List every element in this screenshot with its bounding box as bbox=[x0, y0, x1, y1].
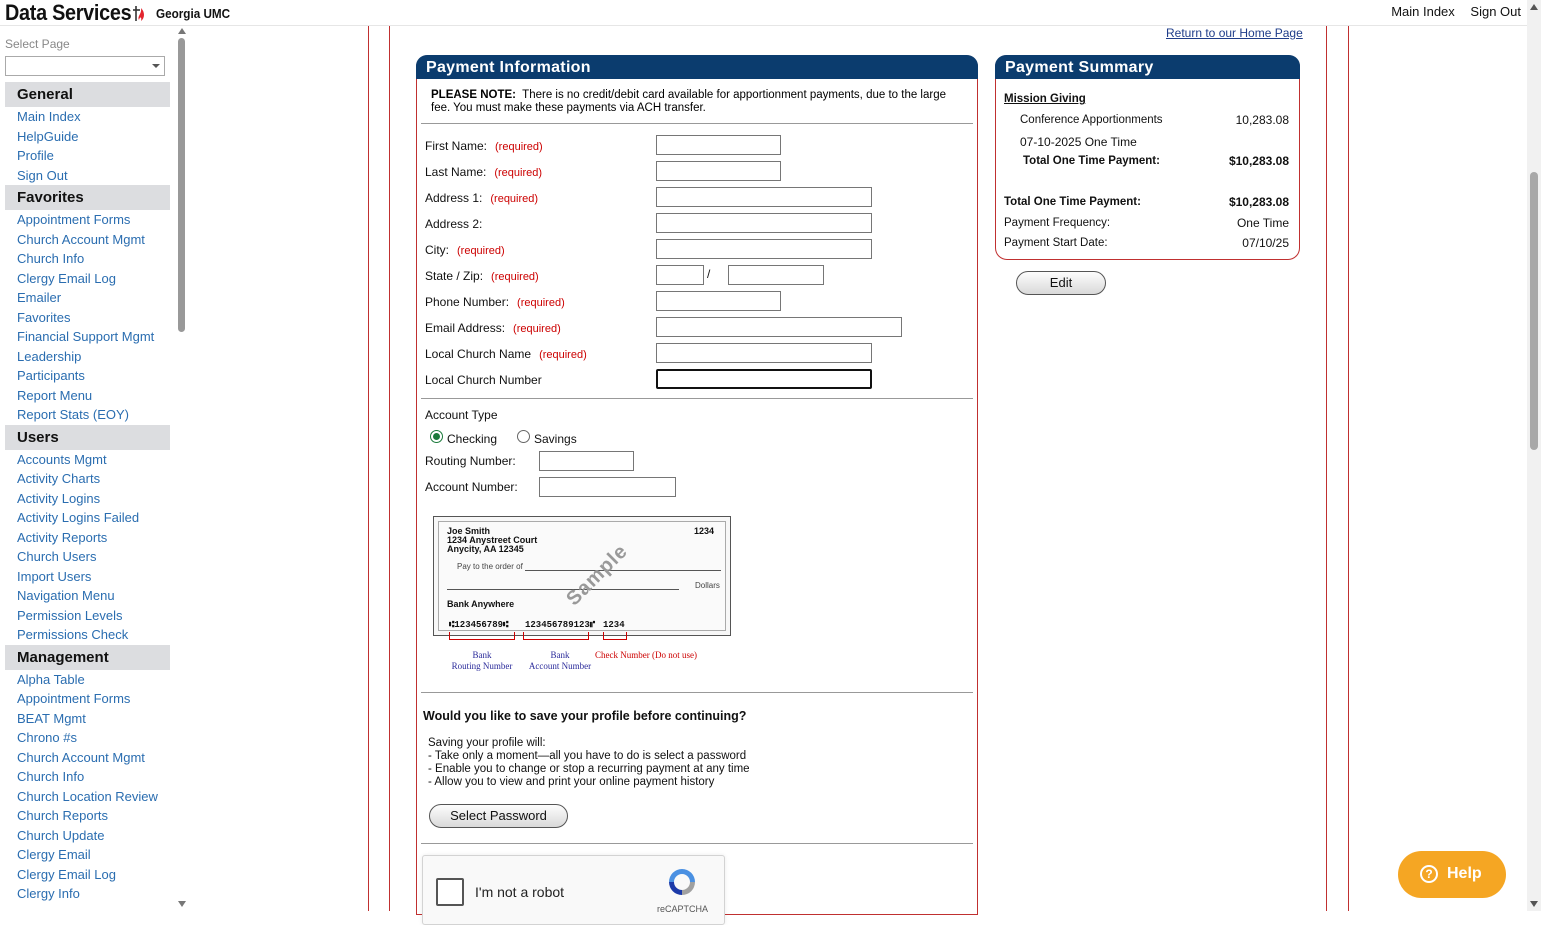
account-type-label: Account Type bbox=[425, 408, 498, 422]
save-point: - Enable you to change or stop a recurring payment at any time bbox=[428, 763, 750, 775]
note-text: There is no credit/debit card available for apportionment payments, due to the large fee. You must make these payments via ACH transfer. bbox=[431, 89, 946, 114]
sidebar-item-favorites[interactable]: Favorites bbox=[17, 309, 71, 325]
summary-schedule: 07-10-2025 One Time bbox=[1020, 135, 1137, 149]
sidebar-item-clergy-email-log[interactable]: Clergy Email Log bbox=[17, 270, 116, 286]
required-tag: (required) bbox=[490, 193, 539, 205]
email-input[interactable] bbox=[656, 317, 902, 337]
check-micr-account: 123456789123⑈ bbox=[525, 620, 596, 630]
sidebar-item-clergy-email-log[interactable]: Clergy Email Log bbox=[17, 866, 116, 882]
summary-subtotal-amount: $10,283.08 bbox=[1228, 154, 1289, 168]
check-micr-check: 1234 bbox=[603, 620, 625, 630]
sidebar-item-church-info[interactable]: Church Info bbox=[17, 769, 85, 784]
summary-line-item: Conference Apportionments bbox=[1020, 114, 1163, 126]
sidebar-item-financial-support-mgmt[interactable]: Financial Support Mgmt bbox=[17, 329, 155, 344]
select-password-button[interactable] bbox=[429, 804, 568, 828]
page-scroll-thumb[interactable] bbox=[1530, 172, 1538, 450]
required-tag: (required) bbox=[457, 245, 505, 257]
cross-flame-logo-icon bbox=[133, 4, 147, 22]
help-button[interactable] bbox=[1398, 851, 1506, 898]
page-scrollbar[interactable] bbox=[1527, 0, 1541, 911]
summary-subtotal-label: Total One Time Payment: bbox=[1023, 155, 1160, 167]
email-label bbox=[425, 321, 561, 335]
first-name-input[interactable] bbox=[656, 135, 781, 155]
first-name-label bbox=[425, 139, 543, 153]
scroll-down-icon[interactable] bbox=[1530, 901, 1538, 907]
address2-label: Address 2: bbox=[425, 217, 483, 231]
question-icon: ? bbox=[1420, 865, 1438, 883]
sidebar-item-emailer[interactable]: Emailer bbox=[17, 290, 62, 305]
select-page-dropdown[interactable] bbox=[5, 56, 165, 76]
phone-label-text: Phone Number: bbox=[425, 295, 510, 309]
state-zip-label-text: State / Zip: bbox=[425, 269, 484, 283]
city-input[interactable] bbox=[656, 239, 872, 259]
last-name-label bbox=[425, 165, 542, 179]
edit-button[interactable] bbox=[1016, 271, 1106, 295]
sidebar-section-favorites: Favorites bbox=[5, 185, 170, 210]
last-name-input[interactable] bbox=[656, 161, 781, 181]
save-point: - Take only a moment—all you have to do is select a password bbox=[428, 750, 747, 762]
check-amount-line bbox=[447, 589, 679, 590]
sidebar-section-general: General bbox=[5, 82, 170, 107]
sidebar-item-import-users[interactable]: Import Users bbox=[17, 568, 92, 584]
check-street: 1234 Anystreet Court bbox=[447, 535, 538, 545]
select-password-label: Select Password bbox=[450, 808, 547, 823]
divider bbox=[421, 843, 973, 844]
required-tag: (required) bbox=[539, 349, 587, 361]
sidebar-item-navigation-menu[interactable]: Navigation Menu bbox=[17, 588, 115, 603]
recaptcha-checkbox[interactable] bbox=[436, 878, 464, 906]
sidebar-item-church-account-mgmt[interactable]: Church Account Mgmt bbox=[17, 231, 145, 247]
sidebar-item-alpha-table[interactable]: Alpha Table bbox=[17, 671, 85, 687]
state-input[interactable] bbox=[656, 265, 704, 285]
required-tag: (required) bbox=[495, 141, 543, 153]
sidebar-item-main-index[interactable]: Main Index bbox=[17, 109, 81, 124]
scroll-up-icon[interactable] bbox=[178, 28, 186, 34]
checking-radio[interactable] bbox=[430, 430, 443, 443]
payment-information-title: Payment Information bbox=[416, 55, 978, 79]
edit-label: Edit bbox=[1049, 275, 1073, 290]
help-label: Help bbox=[1447, 865, 1482, 882]
recaptcha-widget bbox=[422, 855, 725, 925]
sidebar-item-appointment-forms[interactable]: Appointment Forms bbox=[17, 691, 131, 706]
brand-title: Data Services bbox=[5, 0, 132, 25]
state-zip-label bbox=[425, 269, 539, 283]
sidebar-item-church-users[interactable]: Church Users bbox=[17, 549, 97, 564]
summary-total-label: Total One Time Payment: bbox=[1004, 196, 1141, 208]
sidebar-item-church-location-review[interactable]: Church Location Review bbox=[17, 788, 158, 804]
check-pay-to: Pay to the order of bbox=[457, 562, 523, 571]
check-city: Anycity, AA 12345 bbox=[447, 544, 524, 554]
church-number-label: Local Church Number bbox=[425, 373, 542, 387]
sidebar-nav bbox=[5, 82, 170, 904]
top-bar bbox=[0, 0, 1527, 26]
summary-line-amount: 10,283.08 bbox=[1235, 113, 1289, 127]
required-tag: (required) bbox=[513, 323, 561, 335]
sidebar-section-management: Management bbox=[5, 645, 170, 670]
account-number-label: Account Number: bbox=[425, 480, 518, 494]
save-intro: Saving your profile will: bbox=[428, 737, 546, 749]
save-profile-info bbox=[428, 737, 750, 789]
caption-routing: Bank Routing Number bbox=[451, 650, 513, 671]
church-number-input[interactable] bbox=[656, 369, 872, 389]
sidebar-item-leadership[interactable]: Leadership bbox=[17, 348, 82, 364]
check-sample-watermark: Sample bbox=[562, 540, 633, 611]
city-label bbox=[425, 243, 505, 257]
sidebar-item-report-stats-eoy[interactable]: Report Stats (EOY) bbox=[17, 407, 129, 422]
sidebar-item-clergy-info[interactable]: Clergy Info bbox=[17, 886, 80, 901]
first-name-label-text: First Name: bbox=[425, 139, 488, 153]
payment-summary-title: Payment Summary bbox=[995, 55, 1300, 79]
sidebar-item-report-menu[interactable]: Report Menu bbox=[17, 387, 93, 403]
sidebar-item-activity-logins[interactable]: Activity Logins bbox=[17, 490, 101, 506]
sample-check-image bbox=[433, 516, 731, 636]
checking-label[interactable]: Checking bbox=[447, 432, 498, 446]
check-bank: Bank Anywhere bbox=[447, 599, 515, 609]
check-number: 1234 bbox=[694, 526, 715, 536]
account-number-input[interactable] bbox=[539, 477, 676, 497]
chevron-down-icon bbox=[152, 64, 160, 68]
return-home-link[interactable]: Return to our Home Page bbox=[1166, 26, 1303, 40]
sidebar-item-appointment-forms[interactable]: Appointment Forms bbox=[17, 212, 131, 227]
check-body bbox=[438, 521, 726, 631]
sidebar-item-sign-out[interactable]: Sign Out bbox=[17, 167, 68, 183]
caption-account: Bank Account Number bbox=[528, 650, 592, 671]
sidebar-item-activity-logins-failed[interactable]: Activity Logins Failed bbox=[17, 510, 140, 525]
sidebar-item-church-reports[interactable]: Church Reports bbox=[17, 808, 109, 823]
top-link-main-index[interactable]: Main Index bbox=[1391, 4, 1455, 19]
phone-label bbox=[425, 295, 565, 309]
sidebar-scrollbar[interactable] bbox=[176, 26, 188, 911]
sidebar-item-helpguide[interactable]: HelpGuide bbox=[17, 128, 79, 144]
summary-start-value: 07/10/25 bbox=[1242, 236, 1289, 250]
sidebar-item-participants[interactable]: Participants bbox=[17, 368, 85, 383]
sidebar-item-chrono-s[interactable]: Chrono #s bbox=[17, 730, 77, 745]
routing-number-input[interactable] bbox=[539, 451, 634, 471]
sidebar-section-users: Users bbox=[5, 425, 170, 450]
sidebar-item-permission-levels[interactable]: Permission Levels bbox=[17, 607, 123, 623]
zip-separator: / bbox=[707, 267, 711, 281]
sidebar-item-activity-charts[interactable]: Activity Charts bbox=[17, 471, 101, 486]
church-name-input[interactable] bbox=[656, 343, 872, 363]
sidebar-item-activity-reports[interactable]: Activity Reports bbox=[17, 529, 108, 545]
address2-input[interactable] bbox=[656, 213, 872, 233]
sidebar-scroll-thumb[interactable] bbox=[178, 38, 185, 332]
sidebar-item-church-account-mgmt[interactable]: Church Account Mgmt bbox=[17, 749, 145, 765]
sidebar-item-church-info[interactable]: Church Info bbox=[17, 251, 85, 266]
note-label: PLEASE NOTE: bbox=[431, 89, 516, 101]
address1-label-text: Address 1: bbox=[425, 191, 483, 205]
recaptcha-label: I'm not a robot bbox=[475, 884, 565, 900]
last-name-label-text: Last Name: bbox=[425, 165, 487, 179]
email-label-text: Email Address: bbox=[425, 321, 506, 335]
routing-bracket bbox=[449, 632, 515, 640]
city-label-text: City: bbox=[425, 243, 449, 257]
savings-radio[interactable] bbox=[517, 430, 530, 443]
recaptcha-logo-icon bbox=[666, 866, 698, 898]
zip-input[interactable] bbox=[728, 265, 824, 285]
summary-group: Mission Giving bbox=[1004, 93, 1086, 105]
summary-start-label: Payment Start Date: bbox=[1004, 237, 1108, 249]
check-micr-routing: ⑆123456789⑆ bbox=[449, 620, 509, 630]
payment-note bbox=[421, 79, 973, 124]
check-name: Joe Smith bbox=[447, 526, 491, 536]
account-bracket bbox=[523, 632, 589, 640]
check-dollars: Dollars bbox=[695, 581, 720, 590]
summary-frequency-value: One Time bbox=[1236, 216, 1289, 230]
address1-label bbox=[425, 191, 538, 205]
payment-information-panel bbox=[416, 55, 978, 915]
church-name-label-text: Local Church Name bbox=[425, 347, 532, 361]
top-link-sign-out[interactable]: Sign Out bbox=[1470, 4, 1521, 19]
scroll-down-icon[interactable] bbox=[178, 901, 186, 907]
select-page-label: Select Page bbox=[5, 37, 70, 51]
scroll-up-icon[interactable] bbox=[1530, 4, 1538, 10]
check-payee-line bbox=[525, 570, 721, 571]
save-point: - Allow you to view and print your online payment history bbox=[428, 776, 715, 788]
church-name-label bbox=[425, 347, 587, 361]
divider bbox=[421, 398, 973, 399]
savings-label[interactable]: Savings bbox=[534, 432, 577, 446]
sidebar-item-accounts-mgmt[interactable]: Accounts Mgmt bbox=[17, 451, 107, 467]
caption-check-number: Check Number (Do not use) bbox=[595, 650, 697, 660]
conference-name: Georgia UMC bbox=[156, 6, 231, 21]
required-tag: (required) bbox=[494, 167, 543, 179]
summary-frequency-label: Payment Frequency: bbox=[1004, 217, 1111, 229]
top-links bbox=[1379, 4, 1521, 19]
sidebar-item-clergy-email[interactable]: Clergy Email bbox=[17, 847, 91, 862]
check-number-bracket bbox=[603, 632, 627, 640]
sidebar-item-profile[interactable]: Profile bbox=[17, 148, 54, 163]
recaptcha-brand: reCAPTCHA bbox=[657, 904, 709, 914]
required-tag: (required) bbox=[491, 271, 539, 283]
sidebar bbox=[0, 26, 190, 911]
save-profile-question: Would you like to save your profile before continuing? bbox=[423, 709, 747, 723]
routing-number-label: Routing Number: bbox=[425, 454, 516, 468]
sidebar-item-beat-mgmt[interactable]: BEAT Mgmt bbox=[17, 710, 86, 726]
sidebar-item-permissions-check[interactable]: Permissions Check bbox=[17, 627, 129, 642]
phone-input[interactable] bbox=[656, 291, 781, 311]
payment-summary-panel bbox=[995, 55, 1300, 260]
address1-input[interactable] bbox=[656, 187, 872, 207]
required-tag: (required) bbox=[517, 297, 565, 309]
sidebar-item-church-update[interactable]: Church Update bbox=[17, 827, 105, 843]
divider bbox=[421, 692, 973, 693]
summary-total-amount: $10,283.08 bbox=[1228, 195, 1289, 209]
